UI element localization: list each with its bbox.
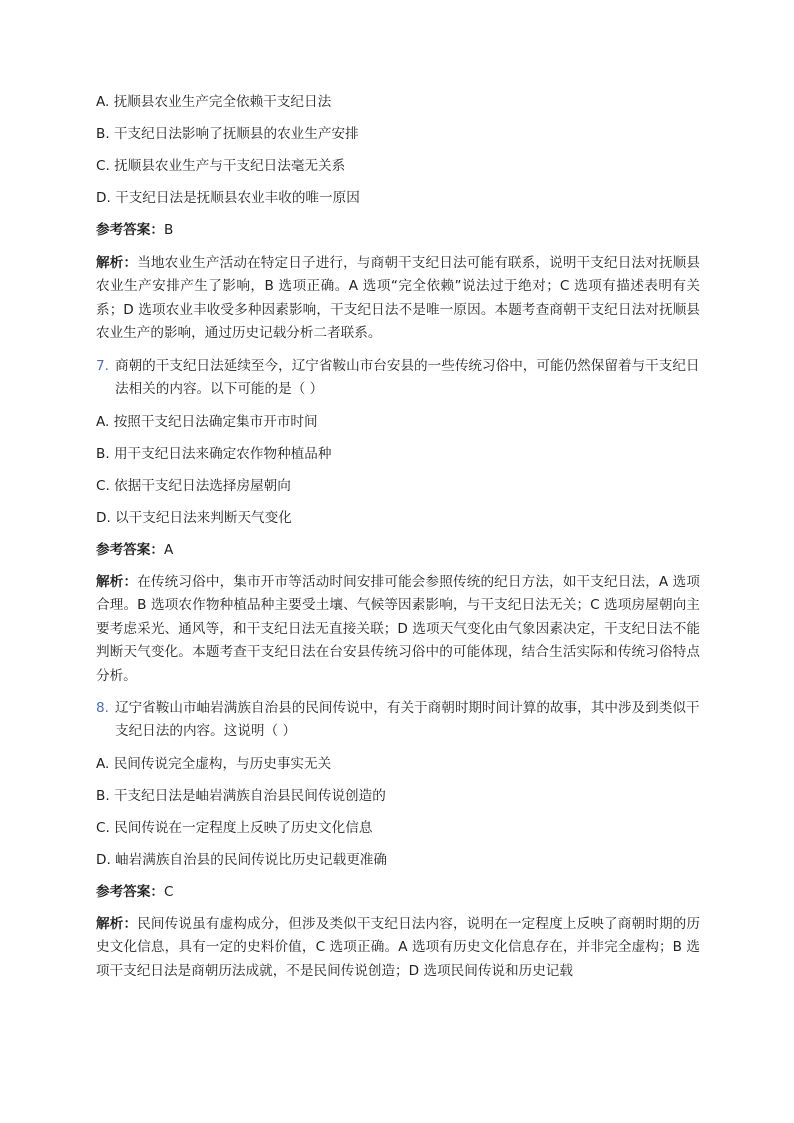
- q8-option-a: A. 民间传说完全虚构，与历史事实无关: [96, 756, 332, 772]
- analysis-label: 解析：: [96, 916, 138, 932]
- analysis-label: 解析：: [96, 574, 138, 590]
- q8-option-b: B. 干支纪日法是岫岩满族自治县民间传说创造的: [96, 788, 386, 804]
- q7-option-c: C. 依据干支纪日法选择房屋朝向: [96, 478, 291, 494]
- q6-option-b: B. 干支纪日法影响了抚顺县的农业生产安排: [96, 126, 359, 142]
- q7-question: [96, 355, 700, 401]
- q8-option-c: C. 民间传说在一定程度上反映了历史文化信息: [96, 820, 373, 836]
- question-text: 商朝的干支纪日法延续至今，辽宁省鞍山市台安县的一些传统习俗中，可能仍然保留着与干支纪日法相关的内容。以下可能的是（ ）: [115, 358, 700, 397]
- q6-option-a: A. 抚顺县农业生产完全依赖干支纪日法: [96, 94, 332, 110]
- answer-label: 参考答案：: [96, 542, 164, 558]
- analysis-text: 民间传说虽有虚构成分，但涉及类似干支纪日法内容，说明在一定程度上反映了商朝时期的历史文化信息，具有一定的史料价值，C 选项正确。A 选项有历史文化信息存在，并非完全虚构；B 选项干支纪日法是商朝历法成就，不是民间传说创造；D 选项民间传说和历史记载: [96, 916, 701, 979]
- q8-analysis: [96, 913, 700, 983]
- q6-option-d: D. 干支纪日法是抚顺县农业丰收的唯一原因: [96, 190, 360, 206]
- question-text: 辽宁省鞍山市岫岩满族自治县的民间传说中，有关于商朝时期时间计算的故事，其中涉及到类似干支纪日法的内容。这说明（ ）: [115, 700, 700, 739]
- q7-answer: [96, 540, 173, 560]
- analysis-label: 解析：: [96, 255, 138, 271]
- q8-answer: [96, 882, 173, 902]
- q8-question: [96, 697, 700, 743]
- q6-analysis: [96, 252, 700, 346]
- q7-option-a: A. 按照干支纪日法确定集市开市时间: [96, 414, 318, 430]
- answer-value: B: [163, 222, 174, 238]
- answer-value: C: [163, 884, 174, 900]
- question-number: 8.: [96, 700, 109, 716]
- analysis-text: 当地农业生产活动在特定日子进行，与商朝干支纪日法可能有联系，说明干支纪日法对抚顺县农业生产安排产生了影响，B 选项正确。A 选项“完全依赖”说法过于绝对；C 选项有描述表明有关系；D 选项农业丰收受多种因素影响，干支纪日法不是唯一原因。本题考查商朝干支纪日法对抚顺县农业生产的影响，通过历史记载分析二者联系。: [96, 255, 701, 342]
- answer-value: A: [163, 542, 174, 558]
- answer-label: 参考答案：: [96, 884, 164, 900]
- question-number: 7.: [96, 358, 109, 374]
- q8-option-d: D. 岫岩满族自治县的民间传说比历史记载更准确: [96, 852, 387, 868]
- q7-option-b: B. 用干支纪日法来确定农作物种植品种: [96, 446, 332, 462]
- q6-option-c: C. 抚顺县农业生产与干支纪日法毫无关系: [96, 158, 346, 174]
- q6-answer: [96, 220, 173, 240]
- answer-label: 参考答案：: [96, 222, 164, 238]
- analysis-text: 在传统习俗中，集市开市等活动时间安排可能会参照传统的纪日方法，如干支纪日法，A 选项合理。B 选项农作物种植品种主要受土壤、气候等因素影响，与干支纪日法无关；C 选项房屋朝向主要考虑采光、通风等，和干支纪日法无直接关联；D 选项天气变化由气象因素决定，干支纪日法不能判断天气变化。本题考查干支纪日法在台安县传统习俗中的可能体现，结合生活实际和传统习俗特点分析。: [96, 574, 701, 684]
- q7-option-d: D. 以干支纪日法来判断天气变化: [96, 510, 292, 526]
- q7-analysis: [96, 571, 700, 688]
